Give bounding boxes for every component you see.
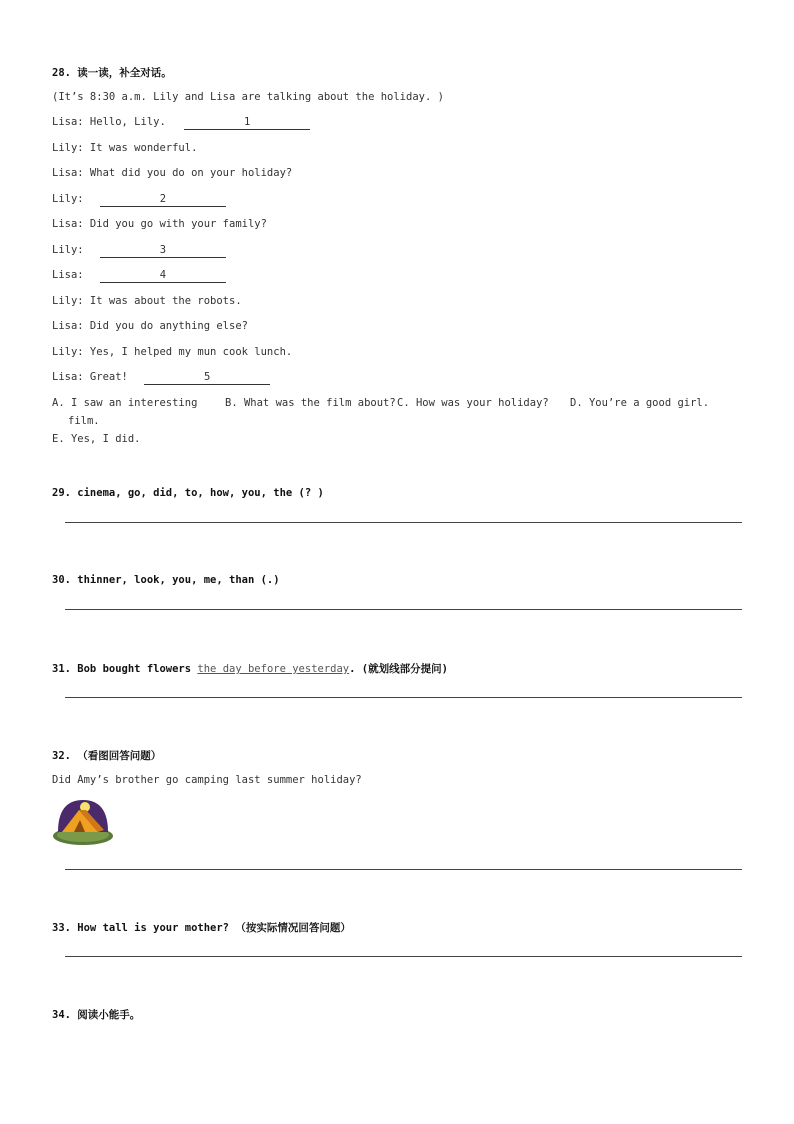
q34-title: 34. 阅读小能手。: [52, 1009, 141, 1021]
option-a: A. I saw an interesting: [52, 397, 198, 409]
camping-tent-image: [52, 796, 114, 848]
dialogue-text: Lily:: [52, 193, 84, 205]
dialogue-line-2: Lily: It was wonderful.: [52, 142, 198, 154]
q31-answer-line[interactable]: [65, 697, 742, 698]
camping-tent-icon: [52, 796, 114, 848]
dialogue-text: Lily:: [52, 244, 84, 256]
dialogue-line-9: Lisa: Did you do anything else?: [52, 320, 248, 332]
dialogue-line-8: Lily: It was about the robots.: [52, 295, 242, 307]
q29-prompt: 29. cinema, go, did, to, how, you, the (? ): [52, 487, 324, 499]
q29-answer-line[interactable]: [65, 522, 742, 523]
q33-prompt: 33. How tall is your mother? （按实际情况回答问题）: [52, 922, 351, 934]
q28-title: 28. 读一读，补全对话。: [52, 67, 172, 79]
dialogue-text: Lisa: Hello, Lily.: [52, 116, 166, 128]
q28-intro: (It’s 8:30 a.m. Lily and Lisa are talking about the holiday. ): [52, 91, 444, 103]
dialogue-line-7: [52, 269, 226, 283]
q31-prompt: [52, 661, 448, 676]
option-a-cont: film.: [68, 415, 100, 427]
answer-blank-5[interactable]: 5: [144, 371, 270, 385]
q31-underlined-phrase: the day before yesterday: [197, 663, 350, 675]
dialogue-line-4: [52, 193, 226, 207]
q31-prefix: 31. Bob bought flowers: [52, 663, 198, 675]
q32-question: Did Amy’s brother go camping last summer holiday?: [52, 774, 362, 786]
q30-answer-line[interactable]: [65, 609, 742, 610]
q33-answer-line[interactable]: [65, 956, 742, 957]
answer-blank-2[interactable]: 2: [100, 193, 226, 207]
q32-answer-line[interactable]: [65, 869, 742, 870]
q32-title: 32. （看图回答问题）: [52, 750, 162, 762]
dialogue-text: Lisa: Great!: [52, 371, 128, 383]
dialogue-text: Lisa:: [52, 269, 84, 281]
option-d: D. You’re a good girl.: [570, 397, 710, 409]
dialogue-line-6: [52, 244, 226, 258]
dialogue-line-5: Lisa: Did you go with your family?: [52, 218, 267, 230]
dialogue-line-3: Lisa: What did you do on your holiday?: [52, 167, 293, 179]
dialogue-line-1: [52, 116, 310, 130]
option-c: C. How was your holiday?: [397, 397, 549, 409]
q30-prompt: 30. thinner, look, you, me, than (.): [52, 574, 280, 586]
dialogue-line-10: Lily: Yes, I helped my mun cook lunch.: [52, 346, 293, 358]
answer-blank-4[interactable]: 4: [100, 269, 226, 283]
q31-suffix: . (就划线部分提问): [349, 663, 448, 675]
answer-blank-3[interactable]: 3: [100, 244, 226, 258]
answer-blank-1[interactable]: 1: [184, 116, 310, 130]
option-e: E. Yes, I did.: [52, 433, 141, 445]
option-b: B. What was the film about?: [225, 397, 396, 409]
dialogue-line-11: [52, 371, 270, 385]
